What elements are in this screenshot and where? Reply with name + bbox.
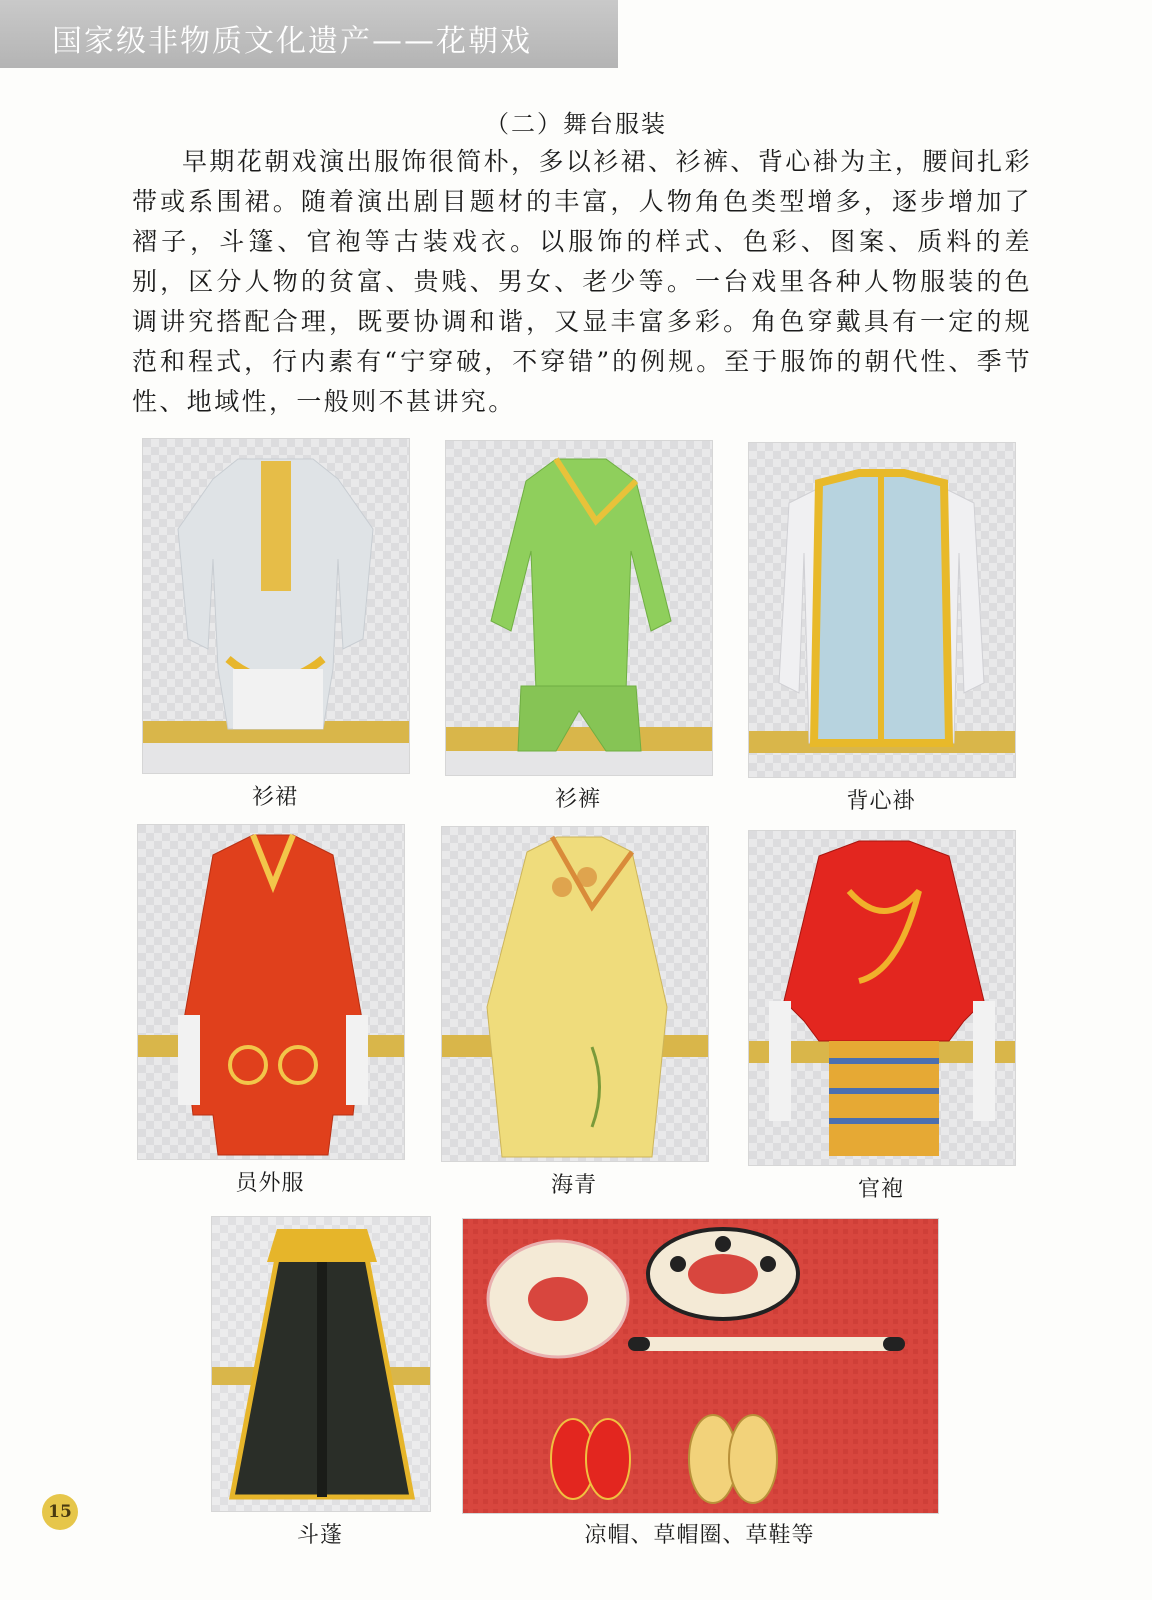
caption-shanku: 衫裤 — [554, 787, 601, 812]
beixingua-garment-image — [749, 443, 1015, 777]
caption-doupeng: 斗蓬 — [296, 1523, 343, 1548]
photo-shanku — [445, 440, 713, 776]
page-number: 15 — [42, 1494, 78, 1530]
shanku-garment-image — [446, 441, 712, 775]
liangmao-accessories-image — [463, 1219, 938, 1513]
doupeng-garment-image — [212, 1217, 430, 1511]
caption-shanqun: 衫裙 — [251, 785, 298, 810]
haiqing-garment-image — [442, 827, 708, 1161]
body-paragraph: 早期花朝戏演出服饰很简朴，多以衫裙、衫裤、背心褂为主，腰间扎彩带或系围裙。随着演出剧目题材的丰富，人物角色类型增多，逐步增加了褶子，斗篷、官袍等古装戏衣。以服饰的样式、色彩、图案、质料的差别，区分人物的贫富、贵贱、男女、老少等。一台戏里各种人物服装的色调讲究搭配合理，既要协调和谐，又显丰富多彩。角色穿戴具有一定的规范和程式，行内素有“宁穿破，不穿错”的例规。至于服饰的朝代性、季节性、地域性，一般则不甚讲究。 — [132, 147, 1032, 416]
caption-liangmao: 凉帽、草帽圈、草鞋等 — [584, 1523, 815, 1548]
header-title: 国家级非物质文化遗产——花朝戏 — [52, 24, 532, 59]
yuanwaifu-garment-image — [138, 825, 404, 1159]
photo-haiqing — [441, 826, 709, 1162]
caption-beixingua: 背心褂 — [846, 789, 916, 814]
caption-haiqing: 海青 — [550, 1173, 597, 1198]
photo-beixingua — [748, 442, 1016, 778]
shanqun-garment-image — [143, 439, 409, 773]
photo-yuanwaifu — [137, 824, 405, 1160]
photo-doupeng — [211, 1216, 431, 1512]
photo-liangmao — [462, 1218, 939, 1514]
photo-shanqun — [142, 438, 410, 774]
section-title: （二）舞台服装 — [485, 110, 667, 138]
photo-guanpao — [748, 830, 1016, 1166]
caption-guanpao: 官袍 — [857, 1177, 904, 1202]
caption-yuanwaifu: 员外服 — [235, 1171, 305, 1196]
body-text — [132, 142, 1032, 422]
header-band — [0, 0, 618, 68]
guanpao-garment-image — [749, 831, 1015, 1165]
